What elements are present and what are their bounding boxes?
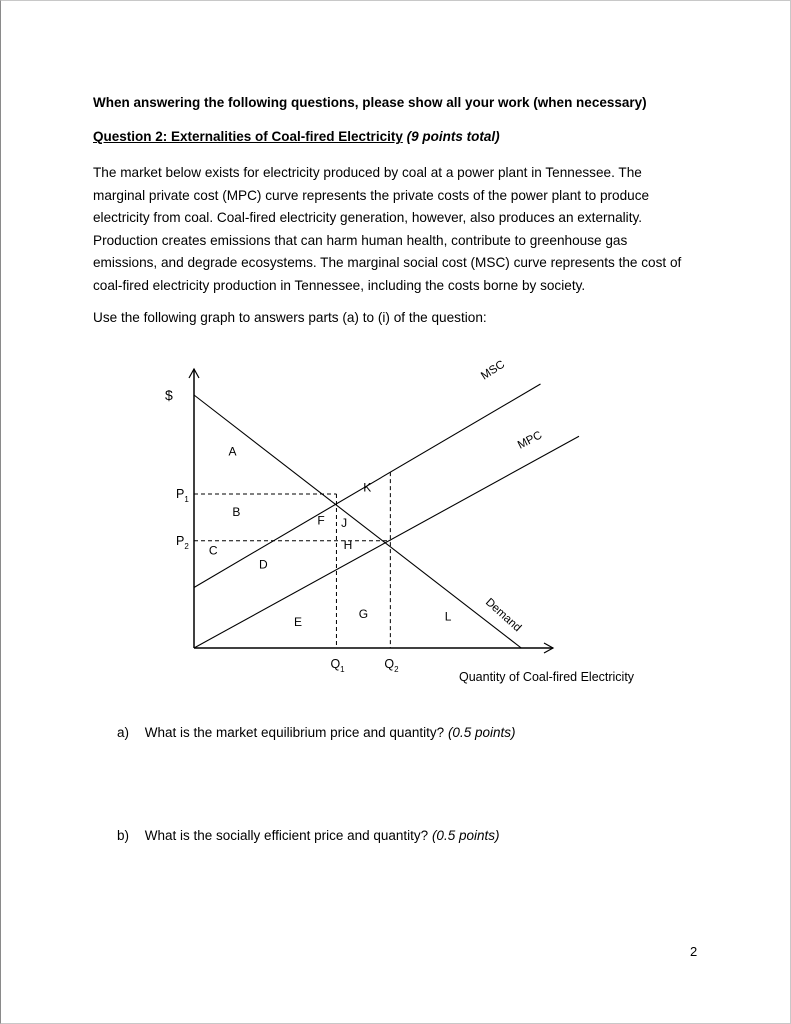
curves — [194, 384, 579, 648]
curve-labels — [479, 359, 544, 635]
mpc-label: MPC — [515, 429, 545, 452]
question-title-text: Question 2: Externalities of Coal-fired Electricity — [93, 129, 403, 144]
paragraph-line: marginal private cost (MPC) curve represents the private costs of the power plant to produce — [93, 187, 650, 203]
level-labels — [176, 487, 399, 674]
paragraph-line: The market below exists for electricity produced by coal at a power plant in Tennessee. The — [93, 165, 642, 180]
guide-lines — [194, 472, 390, 648]
question-b-text: What is the socially efficient price and quantity? — [144, 828, 429, 843]
quantity-level-label-1: $Q_1$ — [330, 657, 345, 674]
area-label-l: L — [444, 609, 452, 624]
graph-instruction: Use the following graph to answers parts (a) to (i) of the question: — [93, 310, 487, 325]
price-level-label-1: $P_1$ — [176, 487, 189, 504]
area-label-a: A — [228, 444, 237, 459]
question-b — [117, 828, 499, 843]
area-label-h: H — [343, 538, 353, 552]
paragraph-line: emissions, and degrade ecosystems. The marginal social cost (MSC) curve represents the cost of — [93, 255, 682, 271]
mpc-curve — [194, 436, 579, 648]
question-a-text: What is the market equilibrium price and quantity? — [144, 725, 445, 740]
question-points: (9 points total) — [406, 129, 500, 144]
question-b-points: (0.5 points) — [431, 828, 500, 843]
y-axis-label: $ — [165, 387, 173, 403]
area-label-g: G — [358, 606, 369, 621]
paragraph-line: Production creates emissions that can harm human health, contribute to greenhouse gas — [93, 232, 628, 248]
area-label-j: J — [341, 516, 348, 530]
page-number: 2 — [690, 944, 698, 959]
demand-curve — [194, 395, 524, 648]
area-label-b: B — [232, 505, 241, 519]
area-label-d: D — [258, 557, 268, 572]
instructions-heading: When answering the following questions, please show all your work (when necessary) — [93, 95, 647, 110]
x-axis-label: Quantity of Coal-fired Electricity — [459, 670, 635, 684]
msc-label: MSC — [479, 358, 508, 383]
quantity-level-label-2: $Q_2$ — [384, 657, 399, 674]
area-label-f: F — [317, 513, 325, 528]
paragraph-line: coal-fired electricity production in Tennessee, including the costs borne by society. — [93, 277, 586, 293]
area-label-e: E — [293, 615, 302, 629]
question-a-label: a) — [117, 725, 130, 740]
question-b-label: b) — [117, 828, 130, 843]
price-level-label-2: $P_2$ — [176, 533, 189, 551]
demand-label: Demand — [482, 596, 524, 635]
area-label-k: K — [363, 480, 372, 495]
area-labels — [209, 445, 452, 630]
paragraph-line: electricity from coal. Coal-fired electricity generation, however, also produces an externality. — [93, 210, 643, 226]
question-a — [117, 725, 515, 740]
question-a-points: (0.5 points) — [447, 725, 516, 740]
axes — [165, 369, 635, 684]
area-label-c: C — [208, 543, 218, 558]
